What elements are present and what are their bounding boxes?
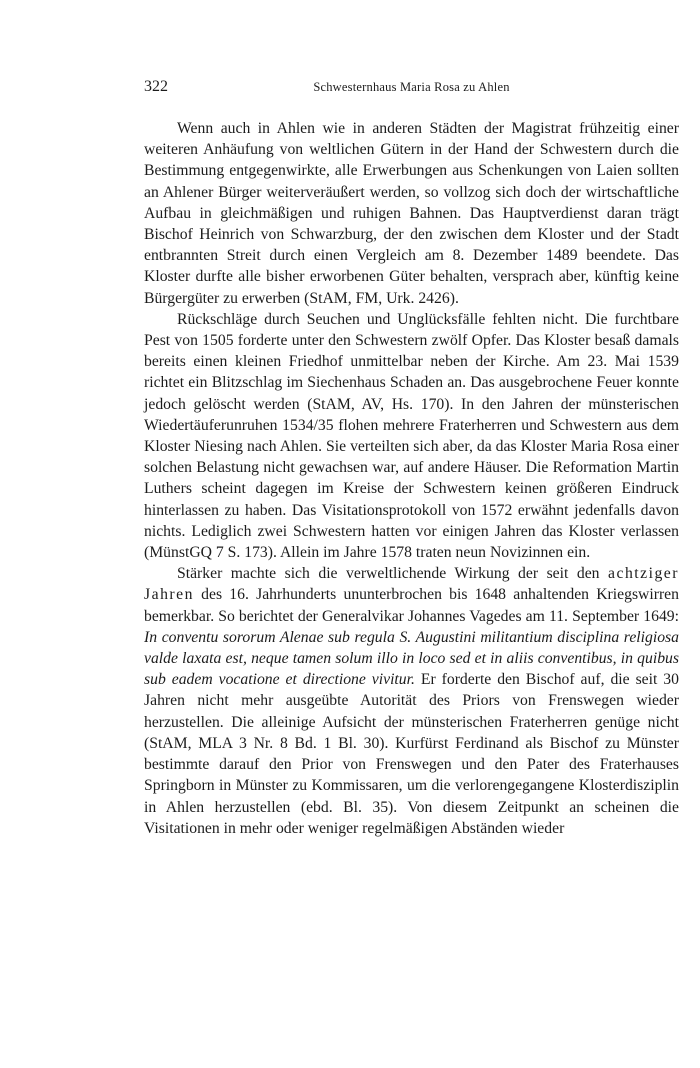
latin-quotation: In conventu sororum Alenae sub regula S. Augustini militantium disciplina religiosa valde laxata est, neque tamen solum illo in loco sed et in aliis conventibus, in quibus sub eadem vocatione et directione vivitur. [144,628,679,689]
paragraph-rueckschlaege: Rückschläge durch Seuchen und Unglücksfälle fehlten nicht. Die furchtbare Pest von 1505 forderte unter den Schwestern zwölf Opfer. Das Kloster besaß damals bereits einen kleinen Friedhof unmittelbar neben der Kirche. Am 23. Mai 1539 richtet ein Blitzschlag im Siechenhaus Schaden an. Das ausgebrochene Feuer konnte jedoch gelöscht werden (StAM, AV, Hs. 170). In den Jahren der münsterischen Wiedertäuferunruhen 1534/35 flohen mehrere Fraterherren und Schwestern aus dem Kloster Niesing nach Ahlen. Sie verteilten sich aber, da das Kloster Maria Rosa einer solchen Belastung nicht gewachsen war, auf andere Häuser. Die Reformation Martin Luthers scheint dagegen im Kreise der Schwestern keinen größeren Eindruck hinterlassen zu haben. Das Visitationsprotokoll von 1572 erwähnt jedenfalls davon nichts. Lediglich zwei Schwestern hatten vor einigen Jahren das Kloster verlassen (MünstGQ 7 S. 173). Allein im Jahre 1578 traten neun Novizinnen ein. [144,310,679,562]
spaced-emphasis: achtziger Jahren [144,565,679,604]
body-text [144,118,679,839]
paragraph-text: des 16. Jahrhunderts ununterbrochen bis 1648 anhaltenden Kriegswirren bemerkbar. So berichtet der Generalvikar Johannes Vagedes am 11. September 1649: [144,586,679,625]
page-number: 322 [144,78,168,95]
paragraph-kriegswirren [144,563,679,839]
paragraph-text: Stärker machte sich die verweltlichende Wirkung der seit den [177,565,609,583]
running-head: Schwesternhaus Maria Rosa zu Ahlen [313,80,510,94]
paragraph-text: Er forderte den Bischof auf, die seit 30 Jahren nicht mehr ausgeübte Autorität des Priors von Frenswegen wieder herzustellen. Die alleinige Aufsicht der münsterischen Fraterherren genüge nicht (StAM, MLA 3 Nr. 8 Bd. 1 Bl. 30). Kurfürst Ferdinand als Bischof zu Münster bestimmte darauf den Prior von Frenswegen und den Pater des Fraterhauses Springborn in Münster zu Kommissaren, um die verlorengegangene Klosterdisziplin in Ahlen herzustellen (ebd. Bl. 35). Von diesem Zeitpunkt an scheinen die Visitationen in mehr oder weniger regelmäßigen Abständen wieder [144,671,679,837]
paragraph-magistrat: Wenn auch in Ahlen wie in anderen Städten der Magistrat frühzeitig einer weiteren Anhäufung von weltlichen Gütern in der Hand der Schwestern durch die Bestimmung entgegenwirkte, alle Erwerbungen aus Schenkungen von Laien sollten an Ahlener Bürger weiterveräußert werden, so vollzog sich doch der wirtschaftliche Aufbau in gleichmäßigen und ruhigen Bahnen. Das Hauptverdienst daran trägt Bischof Heinrich von Schwarzburg, der den zwischen dem Kloster und der Stadt entbrannten Streit durch einen Vergleich am 8. Dezember 1489 beendete. Das Kloster durfte alle bisher erworbenen Güter behalten, versprach aber, künftig keine Bürgergüter zu erwerben (StAM, FM, Urk. 2426). [144,120,679,307]
